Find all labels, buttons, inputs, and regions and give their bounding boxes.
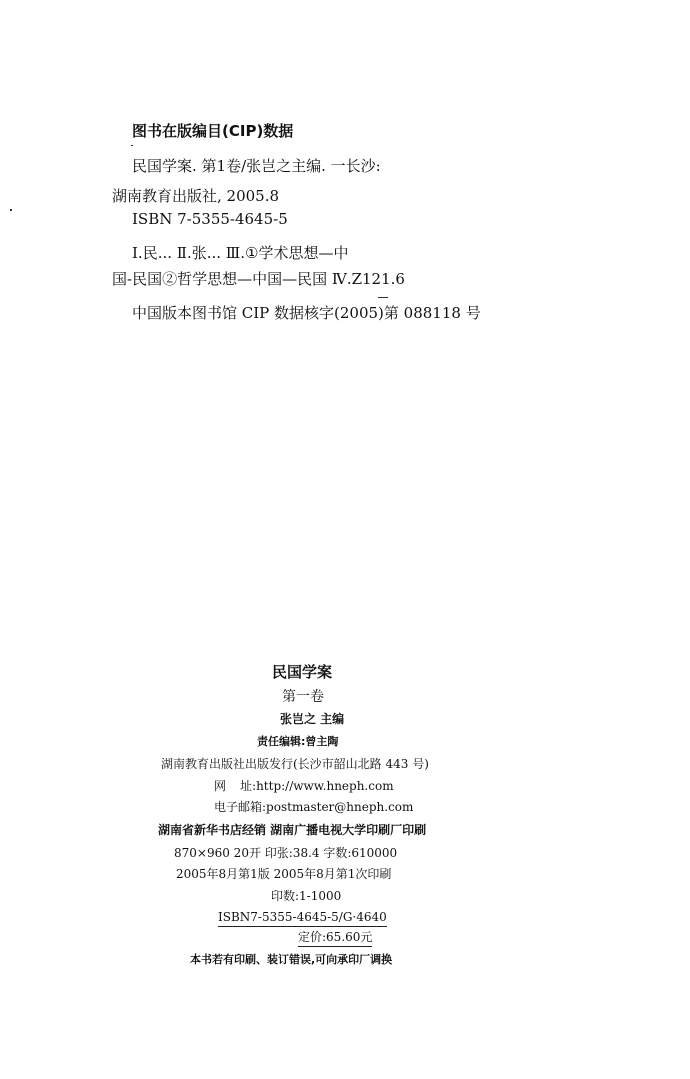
website-label-2: 址 [240, 779, 253, 793]
isbn-line: ISBN7-5355-4645-5/G·4640 [218, 911, 387, 927]
email-label: 电子邮箱 [214, 800, 263, 814]
website-line [214, 780, 394, 792]
email-address: :postmaster@hneph.com [262, 800, 414, 814]
cip-line-subjects-cont: 国-民国②哲学思想—中国—民国 Ⅳ.Z121.6 [112, 270, 405, 288]
cip-heading: 图书在版编目(CIP)数据 [132, 122, 294, 140]
price-line: 定价:65.60元 [298, 931, 372, 947]
scan-speck [10, 209, 12, 211]
cip-line-subjects: Ⅰ.民... Ⅱ.张... Ⅲ.①学术思想—中 [132, 244, 349, 262]
cip-line-title: 民国学案. 第1卷/张岂之主编. 一长沙: [132, 157, 381, 175]
scan-speck [378, 297, 388, 298]
volume-label: 第一卷 [282, 689, 324, 705]
book-title: 民国学案 [272, 663, 333, 681]
print-run-line: 印数:1-1000 [271, 889, 342, 903]
cip-line-record-number: 中国版本图书馆 CIP 数据核字(2005)第 088118 号 [132, 304, 481, 322]
cip-line-isbn: ISBN 7-5355-4645-5 [132, 210, 288, 228]
email-line [214, 801, 413, 813]
edition-line: 2005年8月第1版 2005年8月第1次印刷 [176, 867, 392, 881]
chief-editor: 张岂之 主编 [280, 712, 345, 726]
printing-error-note: 本书若有印刷、装订错误,可向承印厂调换 [190, 953, 393, 966]
distribution-line: 湖南省新华书店经销 湖南广播电视大学印刷厂印刷 [158, 823, 427, 837]
responsible-editor: 责任编辑:曾主陶 [257, 735, 339, 748]
format-line: 870×960 20开 印张:38.4 字数:610000 [174, 846, 398, 860]
cip-line-publisher: 湖南教育出版社, 2005.8 [112, 187, 280, 205]
publisher-line: 湖南教育出版社出版发行(长沙市韶山北路 443 号) [161, 757, 429, 771]
scan-speck [131, 145, 133, 146]
website-label: 网 [214, 779, 227, 793]
website-url: :http://www.hneph.com [252, 779, 394, 793]
